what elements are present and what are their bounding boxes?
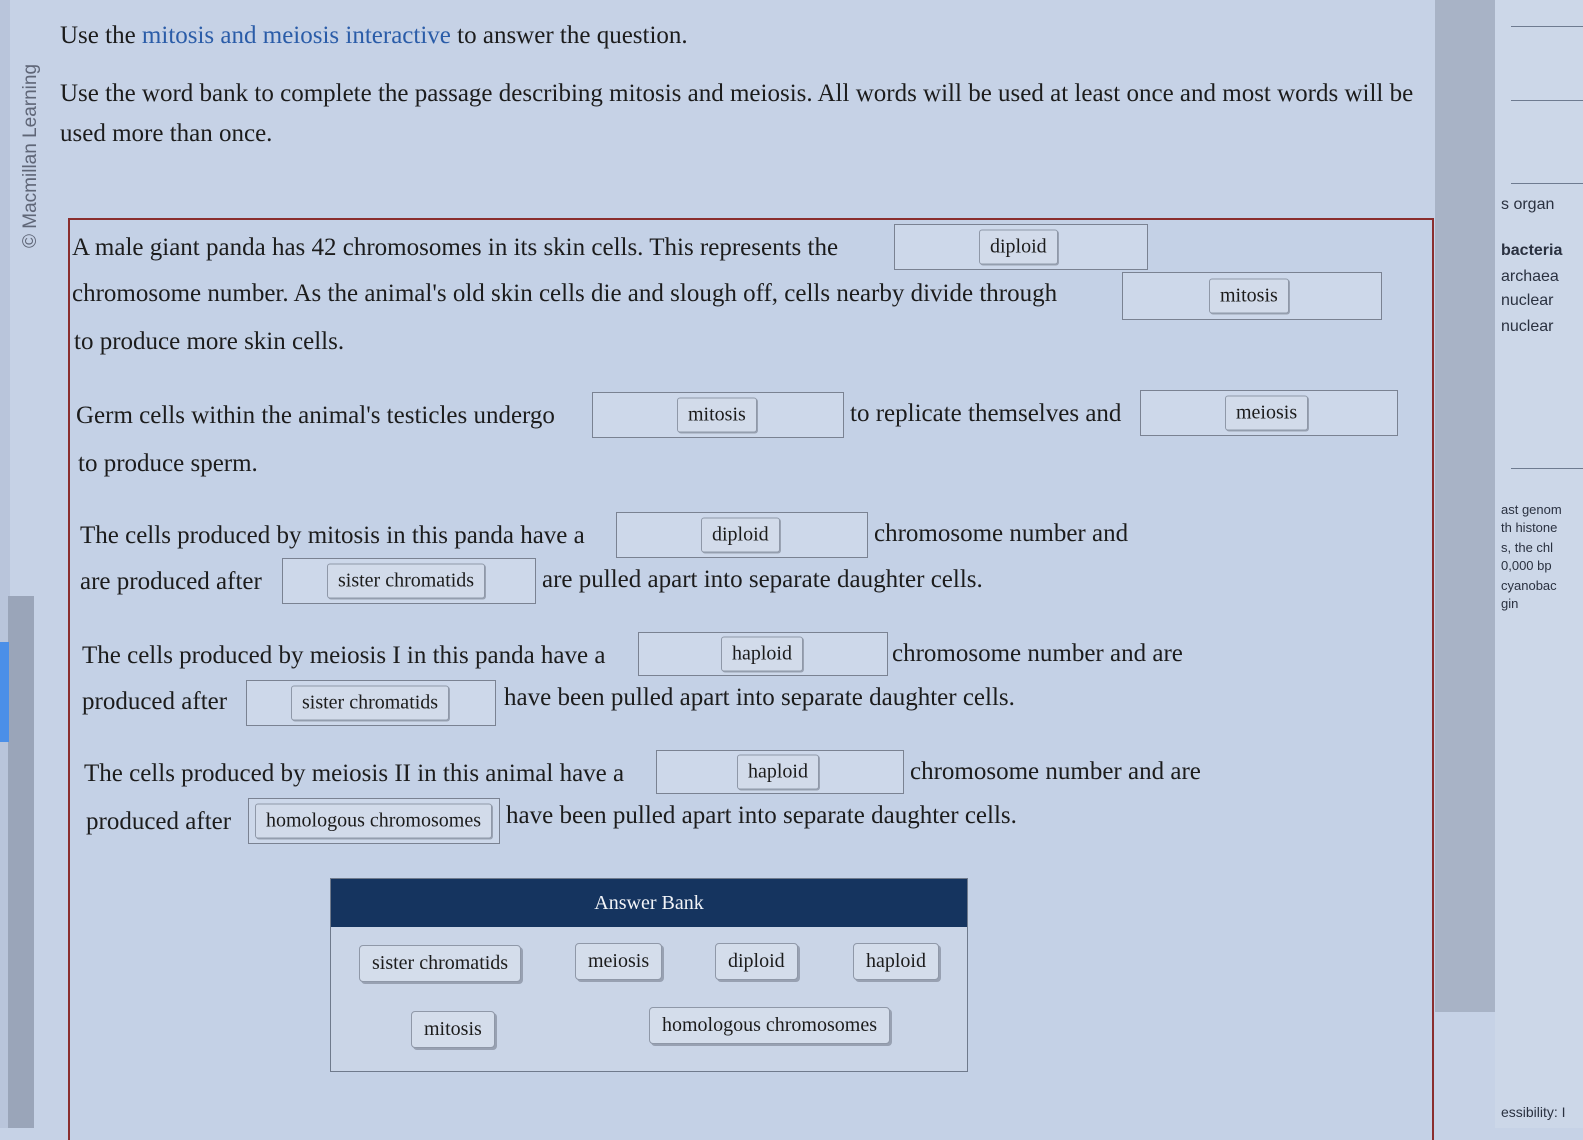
passage-text: A male giant panda has 42 chromosomes in its skin cells. This represents the — [72, 234, 839, 261]
drop-slot-10[interactable] — [248, 798, 500, 844]
passage-text: produced after — [86, 808, 232, 835]
answer-chip[interactable]: diploid — [979, 230, 1058, 265]
passage-text: chromosome number and are — [910, 758, 1201, 785]
answer-chip[interactable]: diploid — [701, 518, 780, 553]
answer-chip[interactable]: meiosis — [1225, 396, 1308, 431]
panel-text: 0,000 bp — [1501, 558, 1552, 573]
passage-text: have been pulled apart into separate daughter cells. — [506, 802, 1017, 829]
answer-chip[interactable]: haploid — [721, 637, 803, 672]
passage-text: chromosome number. As the animal's old skin cells die and slough off, cells nearby divide through — [72, 280, 1058, 307]
bank-item-sister-chromatids[interactable]: sister chromatids — [359, 945, 521, 982]
panel-divider — [1511, 468, 1583, 469]
drop-slot-4[interactable] — [1140, 390, 1398, 436]
adjacent-reading-panel — [1495, 0, 1583, 1128]
passage-text: The cells produced by meiosis II in this animal have a — [84, 760, 625, 787]
answer-chip[interactable]: mitosis — [1209, 279, 1289, 314]
panel-text: cyanobac — [1501, 578, 1557, 593]
panel-text: archaea — [1501, 268, 1559, 285]
drop-slot-6[interactable] — [282, 558, 536, 604]
instruction-line — [60, 22, 688, 50]
right-scroll-area[interactable] — [1435, 0, 1495, 1012]
instruction-paragraph: Use the word bank to complete the passage describing mitosis and meiosis. All words will be used at least once and most words will be used more than once. — [60, 80, 1414, 147]
answer-chip[interactable]: homologous chromosomes — [255, 804, 492, 839]
passage-text: The cells produced by meiosis I in this panda have a — [82, 642, 606, 669]
passage-text: are produced after — [80, 568, 262, 595]
drop-slot-5[interactable] — [616, 512, 868, 558]
drop-slot-1[interactable] — [894, 224, 1148, 270]
panel-text: s, the chl — [1501, 540, 1554, 555]
instruction-prefix: Use the — [60, 22, 142, 49]
left-accent-tab[interactable] — [0, 642, 9, 742]
passage-text: The cells produced by mitosis in this panda have a — [80, 522, 585, 549]
drop-slot-7[interactable] — [638, 632, 888, 676]
panel-text: gin — [1501, 596, 1519, 611]
answer-chip[interactable]: sister chromatids — [327, 564, 485, 599]
bank-item-haploid[interactable]: haploid — [853, 943, 939, 980]
passage-text: chromosome number and are — [892, 640, 1183, 667]
answer-chip[interactable]: mitosis — [677, 398, 757, 433]
passage-text: are pulled apart into separate daughter cells. — [542, 566, 983, 593]
passage-text: produced after — [82, 688, 228, 715]
bank-item-mitosis[interactable]: mitosis — [411, 1011, 495, 1048]
passage-text: Germ cells within the animal's testicles undergo — [76, 402, 555, 429]
drop-slot-2[interactable] — [1122, 272, 1382, 320]
panel-text: essibility: I — [1501, 1104, 1566, 1120]
panel-text: nuclear — [1501, 318, 1554, 335]
answer-chip[interactable]: sister chromatids — [291, 686, 449, 721]
drop-slot-9[interactable] — [656, 750, 904, 794]
left-scrollbar[interactable] — [8, 596, 34, 1128]
passage-text: to replicate themselves and — [850, 400, 1122, 427]
answer-chip[interactable]: haploid — [737, 755, 819, 790]
passage-text: to produce sperm. — [78, 450, 258, 477]
bank-item-diploid[interactable]: diploid — [715, 943, 798, 980]
panel-divider — [1511, 183, 1583, 184]
panel-divider — [1511, 100, 1583, 101]
copyright-watermark: © Macmillan Learning — [20, 63, 41, 248]
passage-text: chromosome number and — [874, 520, 1129, 547]
bank-item-homologous-chromosomes[interactable]: homologous chromosomes — [649, 1007, 890, 1044]
drop-slot-3[interactable] — [592, 392, 844, 438]
panel-text: s organ — [1501, 196, 1555, 213]
passage-text: to produce more skin cells. — [74, 328, 345, 355]
drop-slot-8[interactable] — [246, 680, 496, 726]
panel-text: nuclear — [1501, 292, 1554, 309]
bank-item-meiosis[interactable]: meiosis — [575, 943, 662, 980]
interactive-link[interactable]: mitosis and meiosis interactive — [141, 22, 451, 49]
panel-text: th histone — [1501, 520, 1558, 535]
passage-text: have been pulled apart into separate daughter cells. — [504, 684, 1015, 711]
answer-bank — [330, 878, 968, 1072]
instruction-suffix: to answer the question. — [450, 22, 688, 49]
answer-bank-title: Answer Bank — [331, 879, 967, 927]
panel-text: ast genom — [1501, 502, 1562, 517]
panel-divider — [1511, 26, 1583, 27]
panel-text: bacteria — [1501, 242, 1563, 259]
